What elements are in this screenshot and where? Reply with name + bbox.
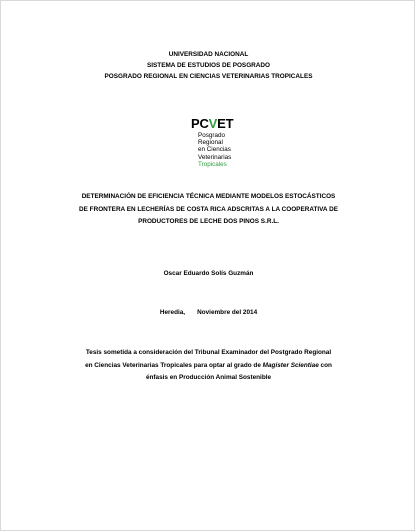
title-line: DETERMINACIÓN DE EFICIENCIA TÉCNICA MEDIANTE MODELOS ESTOCÁSTICOS: [81, 193, 336, 200]
place-and-date: [1, 307, 415, 318]
thesis-statement: [1, 347, 415, 385]
university-name: UNIVERSIDAD NACIONAL: [168, 51, 249, 58]
logo-word-pc: PC: [191, 116, 209, 131]
date: Noviembre del 2014: [197, 309, 258, 316]
logo-line: Tropicales: [198, 160, 227, 168]
logo-word-et: ET: [217, 116, 234, 131]
degree-name: Magister Scientiae: [262, 361, 319, 369]
logo-line: Veterinarias: [198, 153, 232, 161]
logo-line: Regional: [198, 139, 223, 147]
pcvet-logo-subtitle: [198, 132, 231, 168]
pcvet-logo: [191, 117, 247, 173]
system-name: SISTEMA DE ESTUDIOS DE POSGRADO: [147, 62, 270, 69]
logo-line: en Ciencias: [198, 146, 231, 154]
thesis-line: en Ciencias Veterinarias Tropicales para optar al grado de Magister Scientiae con: [85, 361, 332, 369]
program-name: POSGRADO REGIONAL EN CIENCIAS VETERINARIAS TROPICALES: [104, 73, 313, 80]
place: Heredia,: [159, 309, 186, 316]
pcvet-logo-wordmark: [191, 117, 233, 131]
title-line: DE FRONTERA EN LECHERÍAS DE COSTA RICA ADSCRITAS A LA COOPERATIVA DE: [79, 205, 338, 213]
thesis-title: [1, 191, 415, 229]
thesis-line: énfasis en Producción Animal Sostenible: [145, 374, 272, 381]
logo-word-v: V: [208, 116, 218, 131]
author-name: Oscar Eduardo Solís Guzmán: [163, 270, 254, 277]
logo-line: Posgrado: [198, 132, 225, 139]
title-line: PRODUCTORES DE LECHE DOS PINOS S.R.L.: [138, 218, 279, 225]
thesis-line: Tesis sometida a consideración del Tribunal Examinador del Postgrado Regional: [85, 349, 332, 356]
institution-header: [1, 49, 415, 82]
